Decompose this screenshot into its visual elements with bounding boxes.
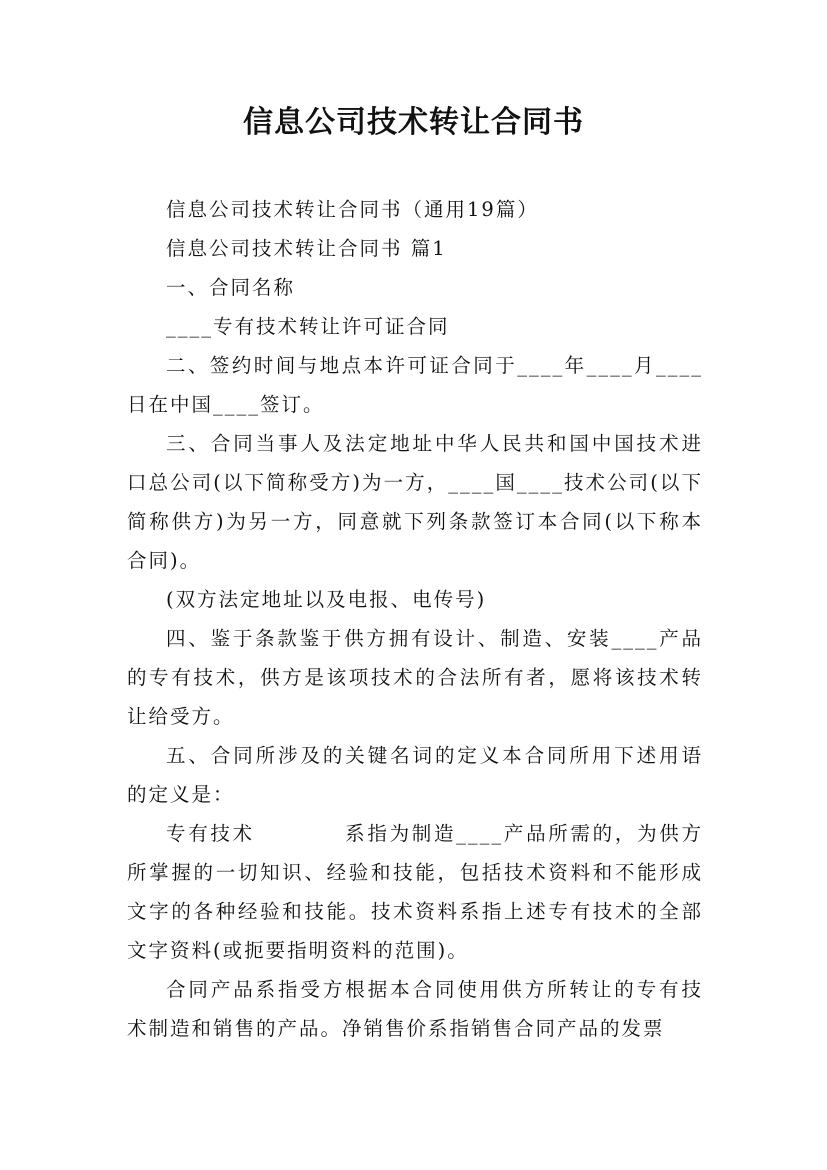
paragraph-signing-time-place: 二、签约时间与地点本许可证合同于____年____月____日在中国____签订。: [127, 354, 703, 416]
paragraph-contract-name: ____专有技术转让许可证合同: [166, 315, 450, 338]
paragraph-contract-product: 合同产品系指受方根据本合同使用供方所转让的专有技术制造和销售的产品。净销售价系指销售合同产品的发票: [127, 978, 703, 1040]
paragraph-subtitle: 信息公司技术转让合同书（通用19篇）: [166, 198, 539, 221]
paragraph-know-how-definition: [127, 814, 703, 970]
document-title: 信息公司技术转让合同书: [243, 105, 584, 140]
paragraph-whereas: 四、鉴于条款鉴于供方拥有设计、制造、安装____产品的专有技术，供方是该项技术的合法所有者，愿将该技术转让给受方。: [127, 627, 703, 728]
paragraph-section-heading: 信息公司技术转让合同书 篇1: [166, 237, 447, 260]
term-label: 专有技术: [166, 822, 255, 845]
paragraph-addresses: (双方法定地址以及电报、电传号): [166, 588, 487, 611]
paragraph-parties: 三、合同当事人及法定地址中华人民共和国中国技术进口总公司(以下简称受方)为一方，____国____技术公司(以下简称供方)为另一方，同意就下列条款签订本合同(以下称本合同)。: [127, 432, 703, 572]
term-definition: 系指为制造____产品所需的，为供方所掌握的一切知识、经验和技能，包括技术资料和不能形成文字的各种经验和技能。技术资料系指上述专有技术的全部文字资料(或扼要指明资料的范围)。: [127, 822, 703, 962]
document-body: [127, 190, 703, 1048]
paragraph-definitions-heading: 五、合同所涉及的关键名词的定义本合同所用下述用语的定义是：: [127, 744, 703, 806]
paragraph-contract-name-heading: 一、合同名称: [166, 276, 296, 299]
